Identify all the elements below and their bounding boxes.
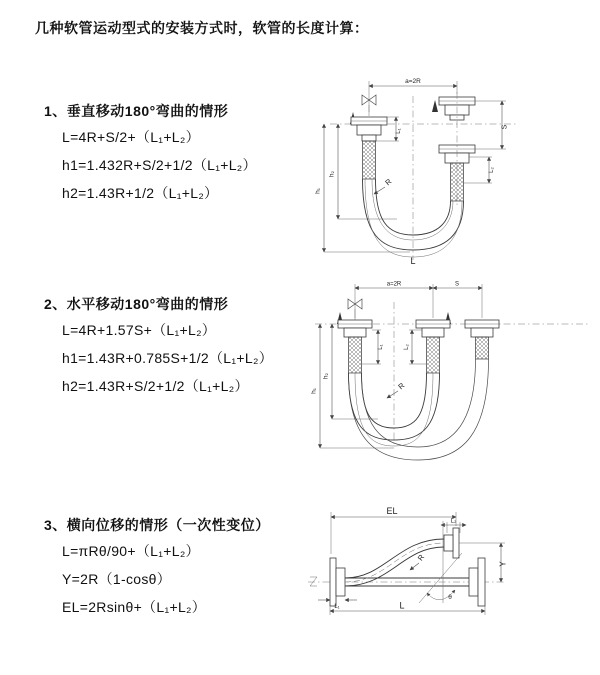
dimension-stroke bbox=[475, 101, 509, 149]
dimension-label-fit-left: L₁ bbox=[334, 604, 340, 610]
dimension-label-y: Y bbox=[498, 561, 508, 567]
upper-flange bbox=[444, 528, 459, 558]
dimension-label-fit-left: L₁ bbox=[378, 344, 384, 350]
diagram-lateral-displacement bbox=[300, 496, 600, 656]
formula-length: L=πRθ/90+（L₁+L₂） bbox=[62, 543, 200, 559]
radius-callout bbox=[387, 381, 407, 398]
page-title: 几种软管运动型式的安装方式时，软管的长度计算： bbox=[35, 20, 369, 36]
diagram-drawing bbox=[300, 496, 600, 656]
section-heading: 3、横向位移的情形（一次性变位） bbox=[44, 517, 270, 533]
formula-el: EL=2Rsinθ+（L₁+L₂） bbox=[62, 599, 207, 615]
diagram-vertical-180-bend bbox=[302, 66, 592, 266]
radius-callout bbox=[374, 177, 394, 194]
dimension-label-h2: h₂ bbox=[328, 170, 336, 178]
formula-length: L=4R+S/2+（L₁+L₂） bbox=[62, 129, 200, 145]
dimension-label-fit-left: L₁ bbox=[396, 128, 402, 134]
diagram-drawing bbox=[300, 276, 600, 468]
dimension-el bbox=[331, 506, 456, 554]
dimension-label-h2: h₂ bbox=[322, 372, 330, 380]
section-horizontal-movement bbox=[44, 294, 273, 400]
radius-label: R bbox=[415, 552, 427, 563]
left-flange bbox=[330, 558, 345, 606]
dimension-label-fit-mid: L₂ bbox=[404, 344, 410, 350]
dimension-length bbox=[330, 601, 485, 616]
diagram-horizontal-180-bend bbox=[300, 276, 600, 468]
section-heading: 1、垂直移动180°弯曲的情形 bbox=[44, 103, 229, 119]
dimension-label-stroke: S bbox=[454, 281, 460, 288]
radius-callout bbox=[410, 552, 427, 570]
braided-hose-section bbox=[363, 141, 376, 179]
dimension-label-fit-top: L₂ bbox=[450, 518, 457, 525]
centerline-break-mark bbox=[310, 577, 317, 586]
left-hose-end bbox=[350, 112, 387, 179]
section-lateral-displacement bbox=[44, 515, 270, 621]
right-hose-end bbox=[432, 92, 475, 208]
dimension-label-el: EL bbox=[386, 506, 398, 516]
dimension-label-stroke: S bbox=[501, 124, 509, 130]
formula-y: Y=2R（1-cosθ） bbox=[62, 571, 172, 587]
braided-hose-section bbox=[476, 337, 489, 359]
dimension-label-h1: h₁ bbox=[310, 388, 318, 394]
diagram-drawing bbox=[302, 66, 592, 266]
dimension-label-span: a=2R bbox=[405, 78, 421, 85]
dimension-label-span: a=2R bbox=[386, 281, 402, 288]
hose-displaced-position bbox=[345, 539, 444, 586]
dimension-label-h1: h₁ bbox=[314, 188, 322, 194]
formula-length: L=4R+1.57S+（L₁+L₂） bbox=[62, 322, 217, 338]
dimension-span bbox=[355, 282, 482, 319]
formula-h1: h1=1.432R+S/2+1/2（L₁+L₂） bbox=[62, 157, 257, 173]
braided-hose-section bbox=[427, 337, 440, 373]
formula-h1: h1=1.43R+0.785S+1/2（L₁+L₂） bbox=[62, 350, 273, 366]
section-vertical-movement bbox=[44, 101, 257, 207]
braided-hose-section bbox=[349, 337, 362, 373]
dimension-label-fit-right: L₂ bbox=[489, 167, 495, 173]
radius-label: R bbox=[383, 176, 394, 188]
radius-label: R bbox=[396, 380, 407, 392]
right-hose-end bbox=[465, 320, 499, 359]
section-heading: 2、水平移动180°弯曲的情形 bbox=[44, 296, 229, 312]
hose-curves bbox=[349, 359, 489, 460]
dimension-fit-left bbox=[318, 600, 357, 610]
angle-label: θ bbox=[448, 594, 452, 601]
movement-arrow-icon bbox=[432, 100, 438, 112]
formula-h2: h2=1.43R+S/2+1/2（L₁+L₂） bbox=[62, 378, 249, 394]
dimension-label-length: L bbox=[399, 600, 405, 611]
right-flange bbox=[469, 558, 485, 606]
formula-h2: h2=1.43R+1/2（L₁+L₂） bbox=[62, 185, 219, 201]
length-label: L bbox=[410, 256, 416, 266]
